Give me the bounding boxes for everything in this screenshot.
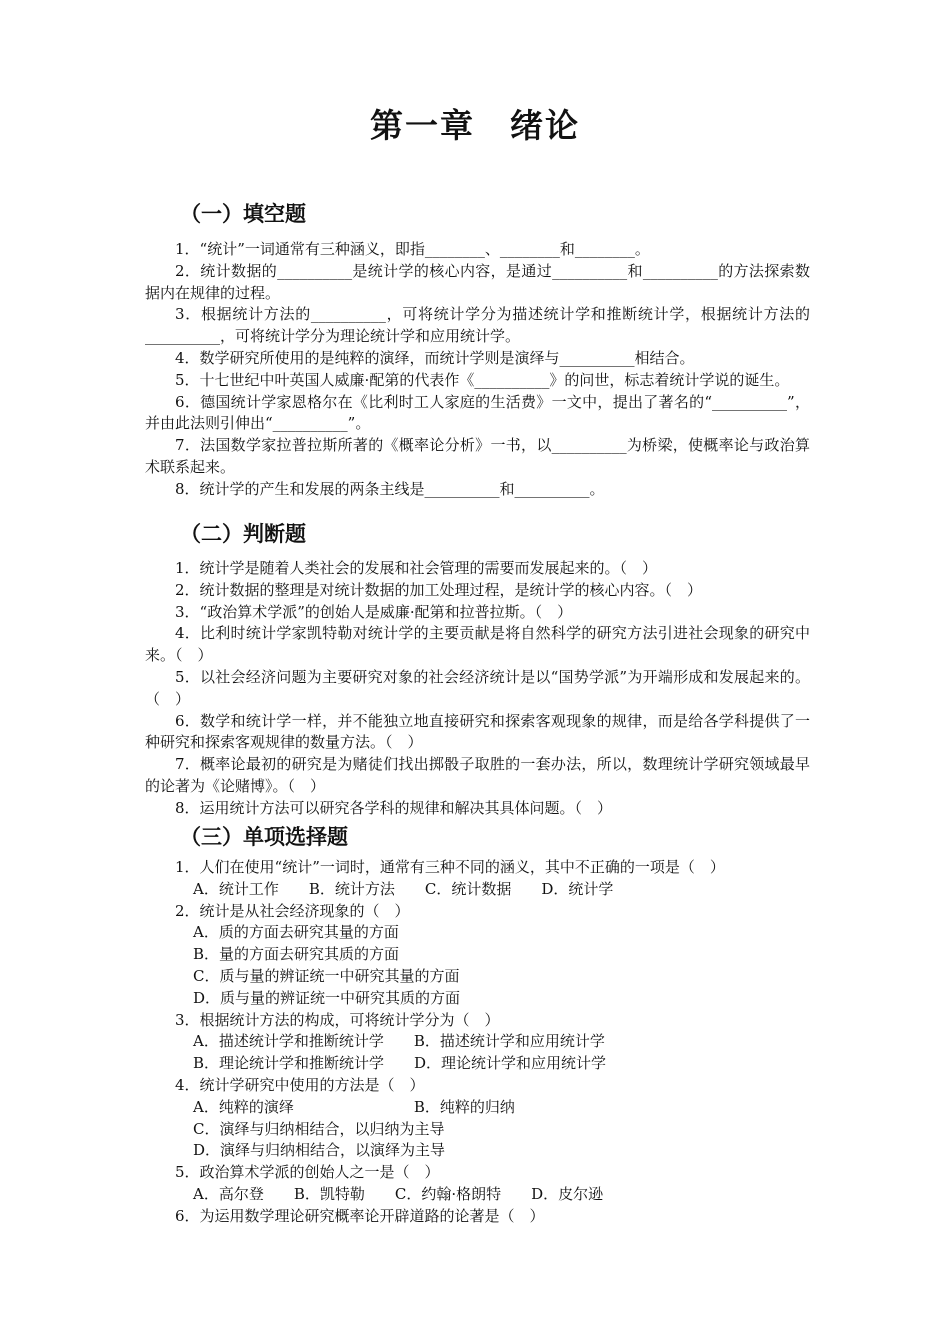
choice-option: D．质与量的辨证统一中研究其质的方面: [193, 988, 461, 1007]
choice-option: A．统计工作 B．统计方法 C．统计数据 D．统计学: [193, 879, 614, 898]
fill-blank-item-7: 7．法国数学家拉普拉斯所著的《概率论分析》一书，以__________为桥梁，使概率论与政治算术联系起来。: [145, 436, 810, 476]
true-false-list: [145, 558, 810, 820]
fill-blank-item-1: 1．“统计”一词通常有三种涵义，即指________、________和________。: [175, 240, 650, 258]
choice-question-4: 4．统计学研究中使用的方法是（ ）: [175, 1075, 425, 1094]
choice-option: C．演绎与归纳相结合，以归纳为主导: [193, 1119, 445, 1138]
single-choice-list: [145, 857, 810, 1228]
choice-option: A．纯粹的演绎 B．纯粹的归纳: [193, 1097, 515, 1116]
fill-blank-item-6: 6．德国统计学家恩格尔在《比利时工人家庭的生活费》一文中，提出了著名的“__________”，并由此法则引伸出“__________”。: [145, 392, 810, 433]
chapter-title: 第一章 绪论: [370, 106, 580, 145]
fill-blank-item-2: 2．统计数据的__________是统计学的核心内容，是通过__________和__________的方法探索数据内在规律的过程。: [145, 261, 810, 302]
fill-blank-item-5: 5．十七世纪中叶英国人威廉·配第的代表作《__________》的问世，标志着统计学说的诞生。: [175, 370, 790, 389]
true-false-item-4: 4．比利时统计学家凯特勒对统计学的主要贡献是将自然科学的研究方法引进社会现象的研究中来。（ ）: [145, 624, 810, 665]
choice-option: A．描述统计学和推断统计学 B．描述统计学和应用统计学: [193, 1032, 605, 1051]
choice-question-3: 3．根据统计方法的构成，可将统计学分为（ ）: [175, 1010, 500, 1029]
true-false-item-3: 3．“政治算术学派”的创始人是威廉·配第和拉普拉斯。（ ）: [175, 602, 573, 621]
choice-question-1: 1．人们在使用“统计”一词时，通常有三种不同的涵义，其中不正确的一项是（ ）: [175, 858, 725, 876]
true-false-item-6: 6．数学和统计学一样，并不能独立地直接研究和探索客观现象的规律，而是给各学科提供了一种研究和探索客观规律的数量方法。（ ）: [145, 711, 810, 752]
fill-blank-list: [145, 239, 810, 501]
true-false-item-8: 8．运用统计方法可以研究各学科的规律和解决其具体问题。（ ）: [175, 798, 613, 817]
true-false-item-2: 2．统计数据的整理是对统计数据的加工处理过程，是统计学的核心内容。（ ）: [175, 580, 703, 599]
true-false-item-1: 1．统计学是随着人类社会的发展和社会管理的需要而发展起来的。（ ）: [175, 559, 658, 577]
choice-option: D．演绎与归纳相结合，以演绎为主导: [193, 1141, 446, 1160]
true-false-item-7: 7．概率论最初的研究是为赌徒们找出掷骰子取胜的一套办法，所以，数理统计学研究领域最早的论著为《论赌博》。（ ）: [145, 755, 810, 795]
choice-option: A．高尔登 B．凯特勒 C．约翰·格朗特 D．皮尔逊: [193, 1184, 604, 1203]
choice-option: A．质的方面去研究其量的方面: [193, 923, 399, 942]
section-heading-single-choice: （三）单项选择题: [180, 825, 348, 849]
choice-option: C．质与量的辨证统一中研究其量的方面: [193, 966, 460, 985]
fill-blank-item-4: 4．数学研究所使用的是纯粹的演绎，而统计学则是演绎与__________相结合。: [175, 348, 695, 367]
choice-question-5: 5．政治算术学派的创始人之一是（ ）: [175, 1163, 440, 1182]
choice-option: B．理论统计学和推断统计学 D．理论统计学和应用统计学: [193, 1054, 607, 1073]
choice-question-6: 6．为运用数学理论研究概率论开辟道路的论著是（ ）: [175, 1206, 545, 1225]
fill-blank-item-3: 3．根据统计方法的__________，可将统计学分为描述统计学和推断统计学，根据统计方法的__________，可将统计学分为理论统计学和应用统计学。: [145, 305, 810, 346]
true-false-item-5: 5．以社会经济问题为主要研究对象的社会经济统计是以“国势学派”为开端形成和发展起来的。（ ）: [145, 667, 810, 708]
choice-question-2: 2．统计是从社会经济现象的（ ）: [175, 901, 410, 920]
fill-blank-item-8: 8．统计学的产生和发展的两条主线是__________和__________。: [175, 479, 605, 498]
choice-option: B．量的方面去研究其质的方面: [193, 945, 400, 964]
section-heading-true-false: （二）判断题: [180, 522, 306, 546]
section-heading-fill-blank: （一）填空题: [180, 202, 306, 226]
